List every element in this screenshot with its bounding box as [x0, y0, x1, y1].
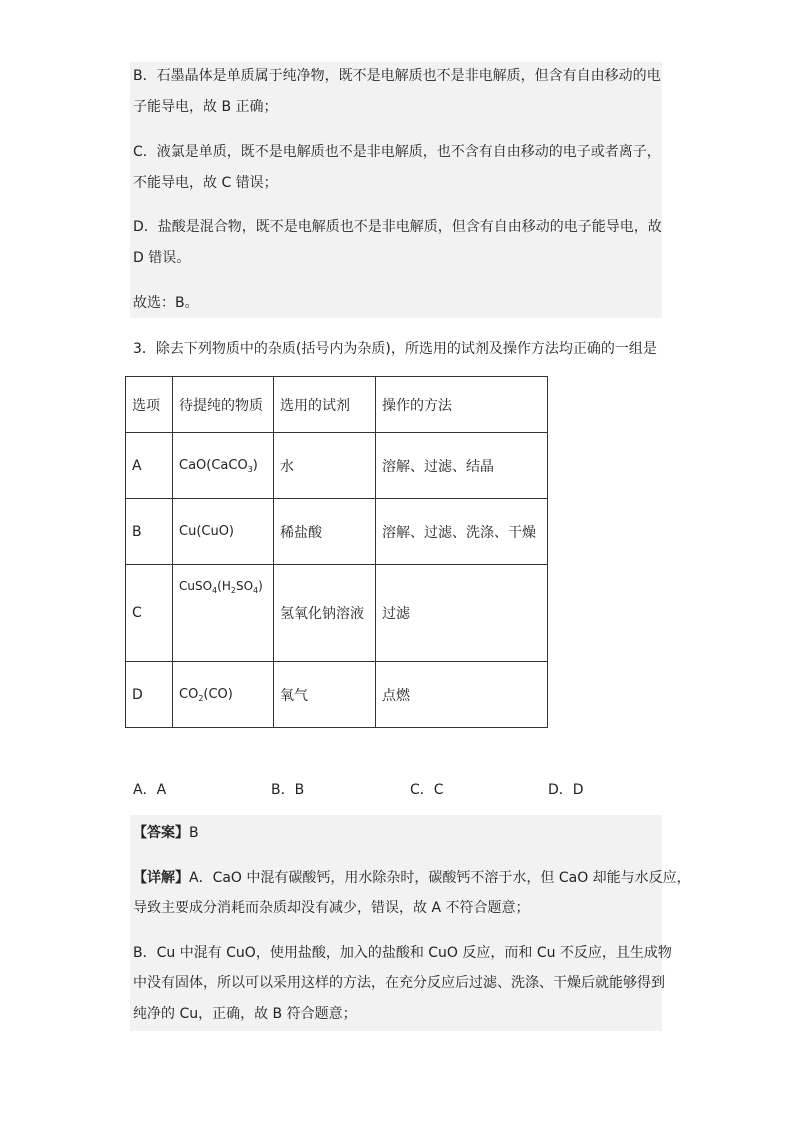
- explanation-b-line1: B．石墨晶体是单质属于纯净物，既不是电解质也不是非电解质，但含有自由移动的电: [133, 68, 661, 84]
- choice-b[interactable]: B．B: [271, 782, 305, 798]
- answer-choices: [0, 779, 794, 799]
- cell-option: A: [126, 433, 173, 499]
- solution-b-line2: 中没有固体，所以可以采用这样的方法，在充分反应后过滤、洗涤、干燥后就能够得到: [133, 975, 665, 991]
- header-substance: 待提纯的物质: [173, 377, 274, 433]
- explanation-answer: 故选：B。: [133, 295, 199, 311]
- cell-substance: Cu(CuO): [173, 499, 274, 565]
- cell-method: 溶解、过滤、结晶: [376, 433, 548, 499]
- choice-c[interactable]: C．C: [410, 782, 444, 798]
- cell-substance: $CO_2(CO)$: [173, 662, 274, 728]
- question-text: 3．除去下列物质中的杂质(括号内为杂质)，所选用的试剂及操作方法均正确的一组是: [133, 341, 657, 357]
- answer-value: B: [189, 825, 199, 841]
- solution-a-line2: 导致主要成分消耗而杂质却没有减少，错误，故 A 不符合题意；: [133, 900, 530, 916]
- cell-option: C: [126, 565, 173, 662]
- cell-reagent: 氧气: [274, 662, 376, 728]
- detail-tag: 【详解】: [133, 870, 189, 886]
- explanation-b-line2: 子能导电，故 B 正确；: [133, 99, 278, 115]
- options-table: [125, 376, 548, 728]
- solution-b-line3: 纯净的 Cu，正确，故 B 符合题意；: [133, 1006, 357, 1022]
- cell-method: 点燃: [376, 662, 548, 728]
- explanation-c-line1: C．液氯是单质，既不是电解质也不是非电解质，也不含有自由移动的电子或者离子，: [133, 144, 661, 160]
- choice-a[interactable]: A．A: [133, 782, 167, 798]
- table-header-row: [126, 377, 548, 433]
- table-row: [126, 499, 548, 565]
- explanation-c-line2: 不能导电，故 C 错误；: [133, 175, 278, 191]
- table-row: [126, 662, 548, 728]
- table-row: [126, 565, 548, 662]
- cell-reagent: 氢氧化钠溶液: [274, 565, 376, 662]
- solution-a-line1: 【详解】A．CaO 中混有碳酸钙，用水除杂时，碳酸钙不溶于水，但 CaO 却能与水反应，: [133, 870, 691, 886]
- header-option: 选项: [126, 377, 173, 433]
- answer-tag: 【答案】: [133, 825, 189, 841]
- cell-substance: CaO(CaCO$_3$): [173, 433, 274, 499]
- table-row: [126, 433, 548, 499]
- cell-reagent: 水: [274, 433, 376, 499]
- solution-background: [130, 815, 662, 1031]
- explanation-d-line1: D．盐酸是混合物，既不是电解质也不是非电解质，但含有自由移动的电子能导电，故: [133, 219, 662, 235]
- cell-option: B: [126, 499, 173, 565]
- header-method: 操作的方法: [376, 377, 548, 433]
- cell-method: 过滤: [376, 565, 548, 662]
- cell-option: D: [126, 662, 173, 728]
- explanation-d-line2: D 错误。: [133, 250, 191, 266]
- solution-answer: [133, 823, 199, 843]
- cell-method: 溶解、过滤、洗涤、干燥: [376, 499, 548, 565]
- cell-substance: $CuSO_4(H_2SO_4)$: [173, 565, 274, 662]
- header-reagent: 选用的试剂: [274, 377, 376, 433]
- choice-d[interactable]: D．D: [548, 782, 584, 798]
- solution-b-line1: B．Cu 中混有 CuO，使用盐酸，加入的盐酸和 CuO 反应，而和 Cu 不反应，且生成物: [133, 945, 672, 961]
- cell-reagent: 稀盐酸: [274, 499, 376, 565]
